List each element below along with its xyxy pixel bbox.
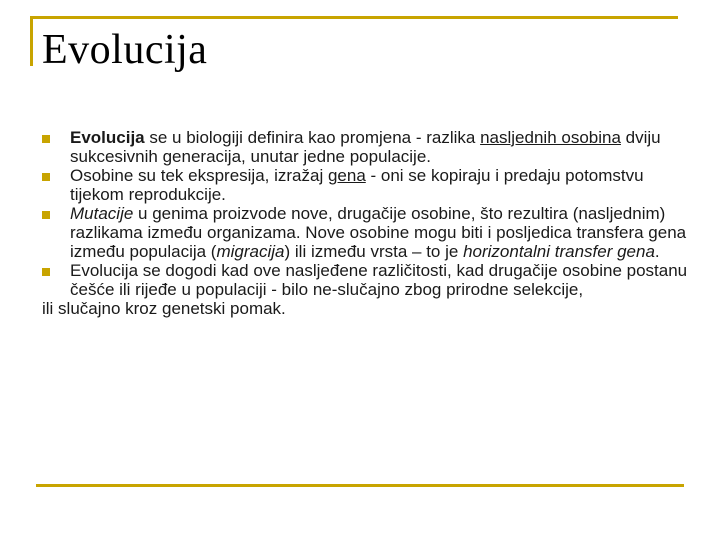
bullet-3-lead: Mutacije [70, 204, 134, 223]
slide-title: Evolucija [42, 27, 208, 73]
bullet-1-text-b: dviju sukcesivnih generacija, unutar jedne populacije. [70, 128, 661, 166]
bullet-1-lead: Evolucija [70, 128, 145, 147]
bullet-3-text-c: . [654, 242, 660, 261]
bullet-item-4 [42, 261, 692, 299]
square-bullet-icon [42, 135, 50, 143]
bullet-3-text-a: u genima proizvode nove, drugačije osobine, što rezultira (nasljednim) razlikama između organizama. Nove osobine mogu biti i posljedica transfera gena između populacija ( [70, 204, 687, 261]
frame-top-rule [30, 16, 678, 19]
link-gena[interactable]: gena [327, 166, 366, 185]
square-bullet-icon [42, 268, 50, 276]
bullet-3-text-b: ) ili između vrsta – to je [284, 242, 464, 261]
bullet-2-text-a: Osobine su tek ekspresija, izražaj [70, 166, 328, 185]
bullet-3-italic-a: migracija [216, 242, 285, 261]
trailing-line: ili slučajno kroz genetski pomak. [42, 299, 286, 318]
bullet-item-2 [42, 166, 692, 204]
bullet-3-italic-b: horizontalni transfer gena [463, 242, 655, 261]
bullet-item-1 [42, 128, 692, 166]
bullet-1-text-a: se u biologiji definira kao promjena - razlika [144, 128, 481, 147]
bullet-4-text-a: Evolucija se dogodi kad ove nasljeđene različitosti, kad drugačije osobine postanu češće ili rijeđe u populaciji - bilo ne-slučajno zbog prirodne selekcije, [70, 261, 688, 299]
square-bullet-icon [42, 211, 50, 219]
slide-body [42, 128, 692, 318]
frame-left-rule [30, 16, 33, 66]
link-nasljednih-osobina[interactable]: nasljednih osobina [480, 128, 621, 147]
bullet-item-3 [42, 204, 692, 261]
square-bullet-icon [42, 173, 50, 181]
bullet-2-text-b: - oni se kopiraju i predaju potomstvu tijekom reprodukcije. [70, 166, 644, 204]
bottom-rule [36, 484, 684, 487]
